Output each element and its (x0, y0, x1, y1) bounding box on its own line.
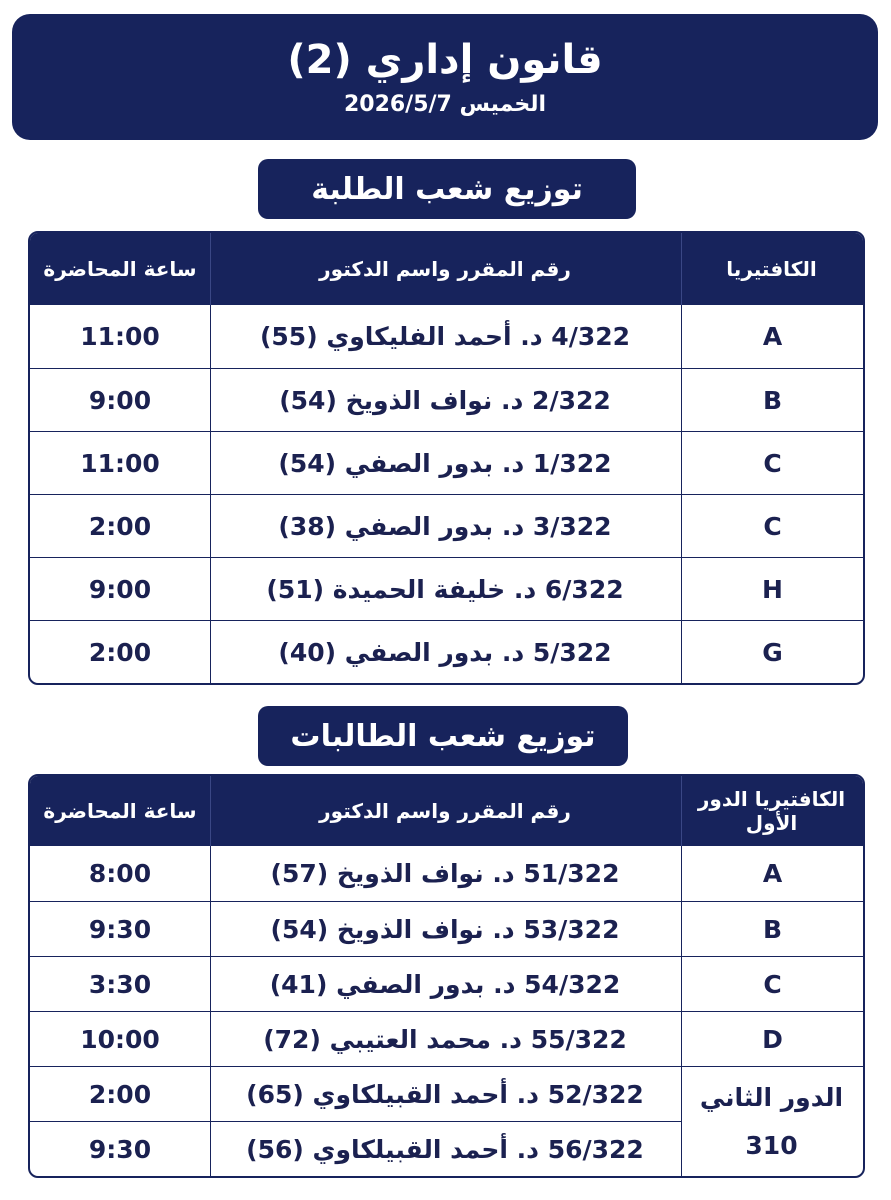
time-cell: 2:00 (30, 494, 210, 557)
course-cell: 1/322 د. بدور الصفي (54) (210, 431, 681, 494)
course-cell: 5/322 د. بدور الصفي (40) (210, 620, 681, 683)
table-header-row (30, 233, 863, 305)
table-row (30, 1011, 863, 1066)
course-cell: 55/322 د. محمد العتيبي (72) (210, 1011, 681, 1066)
table-row (30, 956, 863, 1011)
header-cafeteria: الكافتيريا (681, 233, 863, 305)
cafeteria-cell-second-floor: الدور الثاني 310 (681, 1066, 863, 1176)
female-section-title: توزيع شعب الطالبات (258, 706, 628, 766)
time-cell: 11:00 (30, 431, 210, 494)
table-row (30, 901, 863, 956)
table-row (30, 846, 863, 901)
time-cell: 2:00 (30, 620, 210, 683)
cafeteria-cell: H (681, 557, 863, 620)
time-cell: 2:00 (30, 1066, 210, 1121)
cafeteria-cell: B (681, 901, 863, 956)
table-header-row (30, 776, 863, 846)
header-time: ساعة المحاضرة (30, 776, 210, 846)
table-row (30, 431, 863, 494)
time-cell: 11:00 (80, 322, 160, 351)
time-cell: 3:30 (30, 956, 210, 1011)
cafeteria-cell: C (681, 494, 863, 557)
cafeteria-cell: C (681, 956, 863, 1011)
header-cafeteria: الكافتيريا الدور الأول (681, 776, 863, 846)
table-row (30, 1066, 863, 1121)
cafeteria-cell: C (681, 431, 863, 494)
time-cell: 9:30 (30, 901, 210, 956)
time-cell: 10:00 (30, 1011, 210, 1066)
time-cell: 9:00 (30, 557, 210, 620)
header-time: ساعة المحاضرة (30, 233, 210, 305)
header-course: رقم المقرر واسم الدكتور (210, 776, 681, 846)
course-cell: 3/322 د. بدور الصفي (38) (210, 494, 681, 557)
time-cell: 9:00 (30, 368, 210, 431)
exam-date: الخميس 2026/5/7 (343, 91, 547, 117)
cafeteria-cell: A (681, 305, 863, 368)
course-cell: 54/322 د. بدور الصفي (41) (210, 956, 681, 1011)
table-row (30, 494, 863, 557)
course-cell: 52/322 د. أحمد القبيلكاوي (65) (210, 1066, 681, 1121)
course-cell: 51/322 د. نواف الذويخ (57) (210, 846, 681, 901)
course-cell: 56/322 د. أحمد القبيلكاوي (56) (210, 1121, 681, 1176)
cafeteria-cell: D (681, 1011, 863, 1066)
female-schedule-table (28, 774, 865, 1178)
cafeteria-cell: G (681, 620, 863, 683)
table-row (30, 305, 863, 368)
table-row (30, 620, 863, 683)
page-title: قانون إداري (2) (287, 36, 603, 83)
male-section-title: توزيع شعب الطلبة (258, 159, 636, 219)
cafeteria-cell: B (681, 368, 863, 431)
time-cell: 9:30 (30, 1121, 210, 1176)
table-row (30, 557, 863, 620)
course-cell: 6/322 د. خليفة الحميدة (51) (210, 557, 681, 620)
course-cell: 4/322 د. أحمد الفليكاوي (55) (210, 305, 681, 368)
course-cell: 2/322 د. نواف الذويخ (54) (210, 368, 681, 431)
time-cell: 8:00 (88, 859, 152, 888)
cafeteria-cell: A (681, 846, 863, 901)
male-schedule-table (28, 231, 865, 685)
table-row (30, 368, 863, 431)
header-course: رقم المقرر واسم الدكتور (210, 233, 681, 305)
title-banner (12, 14, 878, 140)
course-cell: 53/322 د. نواف الذويخ (54) (210, 901, 681, 956)
